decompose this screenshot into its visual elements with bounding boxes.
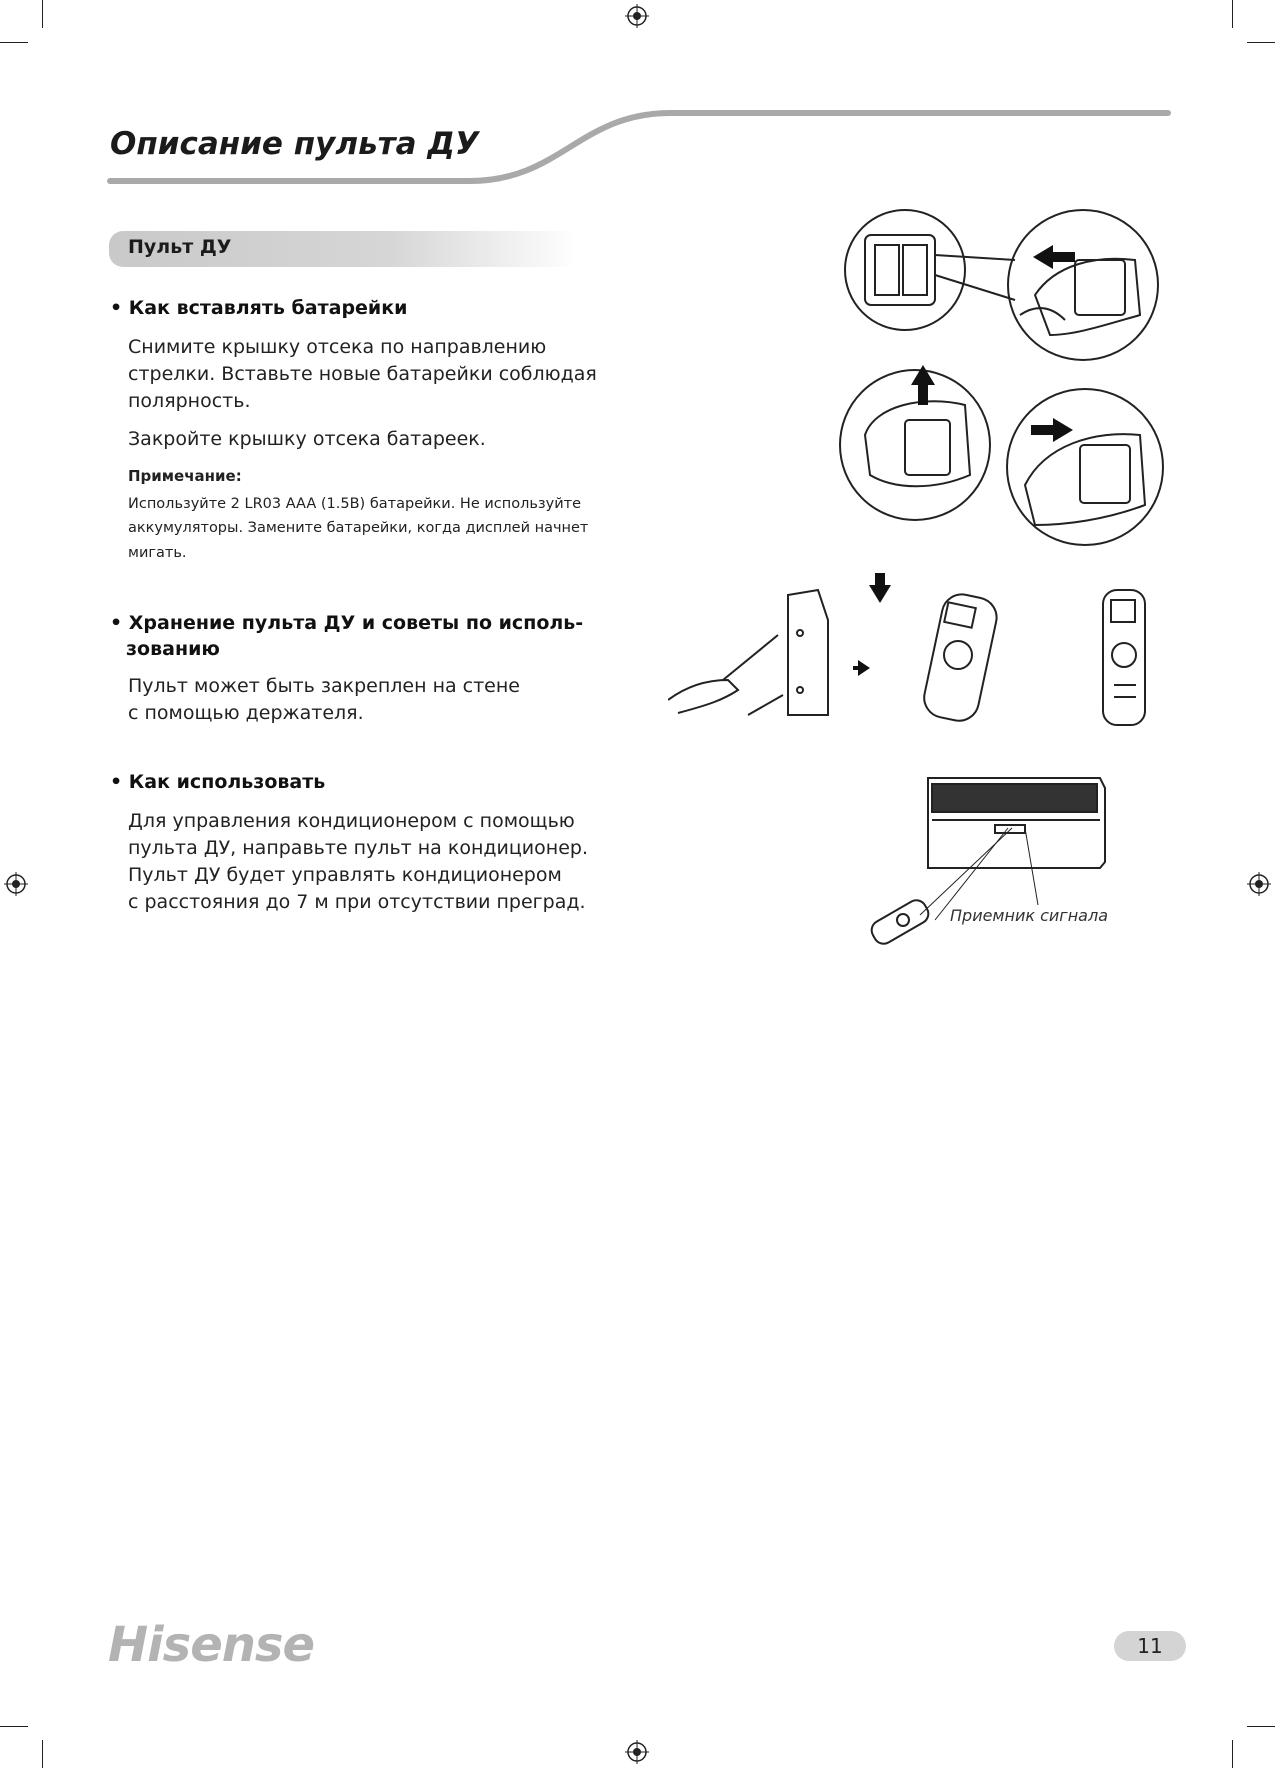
page-title: Описание пульта ДУ <box>110 126 479 162</box>
battery-illustration <box>835 205 1165 560</box>
note-line: аккумуляторы. Замените батарейки, когда дисплей начнет <box>128 520 589 536</box>
storage-line: Пульт может быть закреплен на стене <box>128 675 520 697</box>
section-title: Пульт ДУ <box>128 236 232 258</box>
note-line: мигать. <box>128 545 187 561</box>
battery-line: стрелки. Вставьте новые батарейки соблюдая <box>128 363 597 385</box>
header-swoosh <box>0 0 1275 200</box>
registration-mark-icon <box>4 872 28 896</box>
battery-heading: • Как вставлять батарейки <box>110 297 408 319</box>
registration-mark-icon <box>1247 872 1271 896</box>
usage-line: Пульт ДУ будет управлять кондиционером <box>128 864 562 886</box>
crop-mark <box>1232 1740 1233 1768</box>
usage-line: пульта ДУ, направьте пульт на кондиционер. <box>128 837 588 859</box>
crop-mark <box>42 1740 43 1768</box>
holder-illustration <box>668 565 1148 740</box>
note-title: Примечание: <box>128 467 242 485</box>
usage-line: Для управления кондиционером с помощью <box>128 810 575 832</box>
crop-mark <box>1247 1726 1275 1727</box>
brand-logo: Hisense <box>108 1617 315 1673</box>
battery-line: полярность. <box>128 390 251 412</box>
usage-heading: • Как использовать <box>110 771 326 793</box>
storage-heading: зованию <box>126 638 220 660</box>
storage-line: с помощью держателя. <box>128 702 364 724</box>
ac-unit-illustration <box>860 770 1120 970</box>
page-number: 11 <box>1137 1634 1163 1658</box>
registration-mark-icon <box>625 1740 649 1764</box>
crop-mark <box>0 1726 28 1727</box>
signal-receiver-caption: Приемник сигнала <box>950 906 1109 925</box>
battery-close-text: Закройте крышку отсека батареек. <box>128 428 486 450</box>
usage-line: с расстояния до 7 м при отсутствии преград. <box>128 891 586 913</box>
storage-heading: • Хранение пульта ДУ и советы по исполь- <box>110 612 584 634</box>
battery-line: Снимите крышку отсека по направлению <box>128 336 547 358</box>
note-line: Используйте 2 LR03 AAA (1.5B) батарейки. Не используйте <box>128 496 582 512</box>
